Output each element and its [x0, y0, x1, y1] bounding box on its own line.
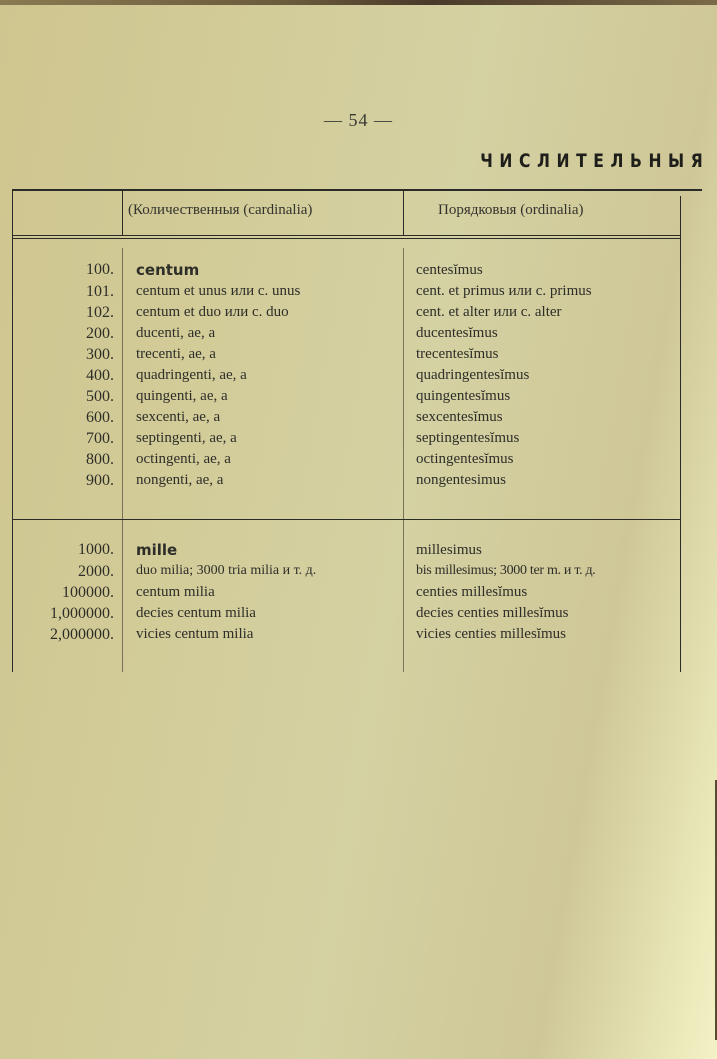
table-top-border	[12, 189, 702, 191]
row-number: 2000.	[78, 563, 114, 580]
row-number: 600.	[86, 409, 114, 426]
row-cardinal: nongenti, ae, a	[136, 472, 224, 488]
row-ordinal: bis millesimus; 3000 ter m. и т. д.	[416, 563, 596, 578]
row-ordinal: cent. et alter или c. alter	[416, 304, 562, 320]
row-number: 102.	[86, 304, 114, 321]
row-number: 500.	[86, 388, 114, 405]
header-cardinal: (Количественныя (cardinalia)	[128, 202, 313, 218]
row-ordinal: vicies centies millesĭmus	[416, 626, 566, 642]
row-number: 1,000000.	[50, 605, 114, 622]
row-cardinal: quingenti, ae, a	[136, 388, 228, 404]
row-ordinal: centesĭmus	[416, 262, 483, 278]
row-cardinal: mille	[136, 541, 178, 559]
row-number: 300.	[86, 346, 114, 363]
row-number: 400.	[86, 367, 114, 384]
column-divider-2-header	[403, 191, 404, 236]
row-ordinal: octingentesĭmus	[416, 451, 514, 467]
page-number: — 54 —	[324, 110, 393, 130]
row-number: 800.	[86, 451, 114, 468]
header-divider-2	[12, 238, 680, 239]
row-number: 100.	[86, 261, 114, 278]
column-divider-1-header	[122, 191, 123, 236]
row-cardinal: quadringenti, ae, a	[136, 367, 247, 383]
column-divider-2	[403, 248, 404, 672]
page-top-edge	[0, 0, 717, 5]
row-number: 700.	[86, 430, 114, 447]
row-cardinal: octingenti, ae, a	[136, 451, 231, 467]
row-cardinal: duo milia; 3000 tria milia и т. д.	[136, 563, 317, 578]
row-ordinal: decies centies millesĭmus	[416, 605, 569, 621]
row-ordinal: quingentesĭmus	[416, 388, 511, 404]
row-ordinal: nongentesimus	[416, 472, 506, 488]
row-number: 100000.	[62, 584, 114, 601]
row-number: 101.	[86, 283, 114, 300]
row-cardinal: ducenti, ae, a	[136, 325, 216, 341]
table-right-border	[680, 196, 681, 672]
row-ordinal: quadringentesĭmus	[416, 367, 530, 383]
row-ordinal: centies millesĭmus	[416, 584, 528, 600]
row-ordinal: septingentesĭmus	[416, 430, 520, 446]
row-ordinal: ducentesĭmus	[416, 325, 498, 341]
row-cardinal: trecenti, ae, a	[136, 346, 216, 362]
row-cardinal: decies centum milia	[136, 605, 256, 621]
row-cardinal: sexcenti, ae, a	[136, 409, 221, 425]
row-number: 2,000000.	[50, 626, 114, 643]
row-cardinal: vicies centum milia	[136, 626, 254, 642]
header-divider	[12, 235, 680, 236]
row-ordinal: cent. et primus или c. primus	[416, 283, 592, 299]
row-ordinal: trecentesĭmus	[416, 346, 499, 362]
row-cardinal: centum	[136, 261, 200, 279]
header-ordinal: Порядковыя (ordinalia)	[438, 202, 584, 218]
row-number: 1000.	[78, 541, 114, 558]
row-number: 200.	[86, 325, 114, 342]
row-number: 900.	[86, 472, 114, 489]
row-cardinal: centum milia	[136, 584, 215, 600]
column-divider-1	[122, 248, 123, 672]
row-ordinal: millesimus	[416, 542, 482, 558]
section-divider	[12, 519, 680, 520]
row-cardinal: centum et duo или c. duo	[136, 304, 289, 320]
row-cardinal: centum et unus или c. unus	[136, 283, 301, 299]
row-ordinal: sexcentesĭmus	[416, 409, 503, 425]
section-title: ЧИСЛИТЕЛЬНЫЯ	[479, 150, 709, 172]
row-cardinal: septingenti, ae, a	[136, 430, 237, 446]
